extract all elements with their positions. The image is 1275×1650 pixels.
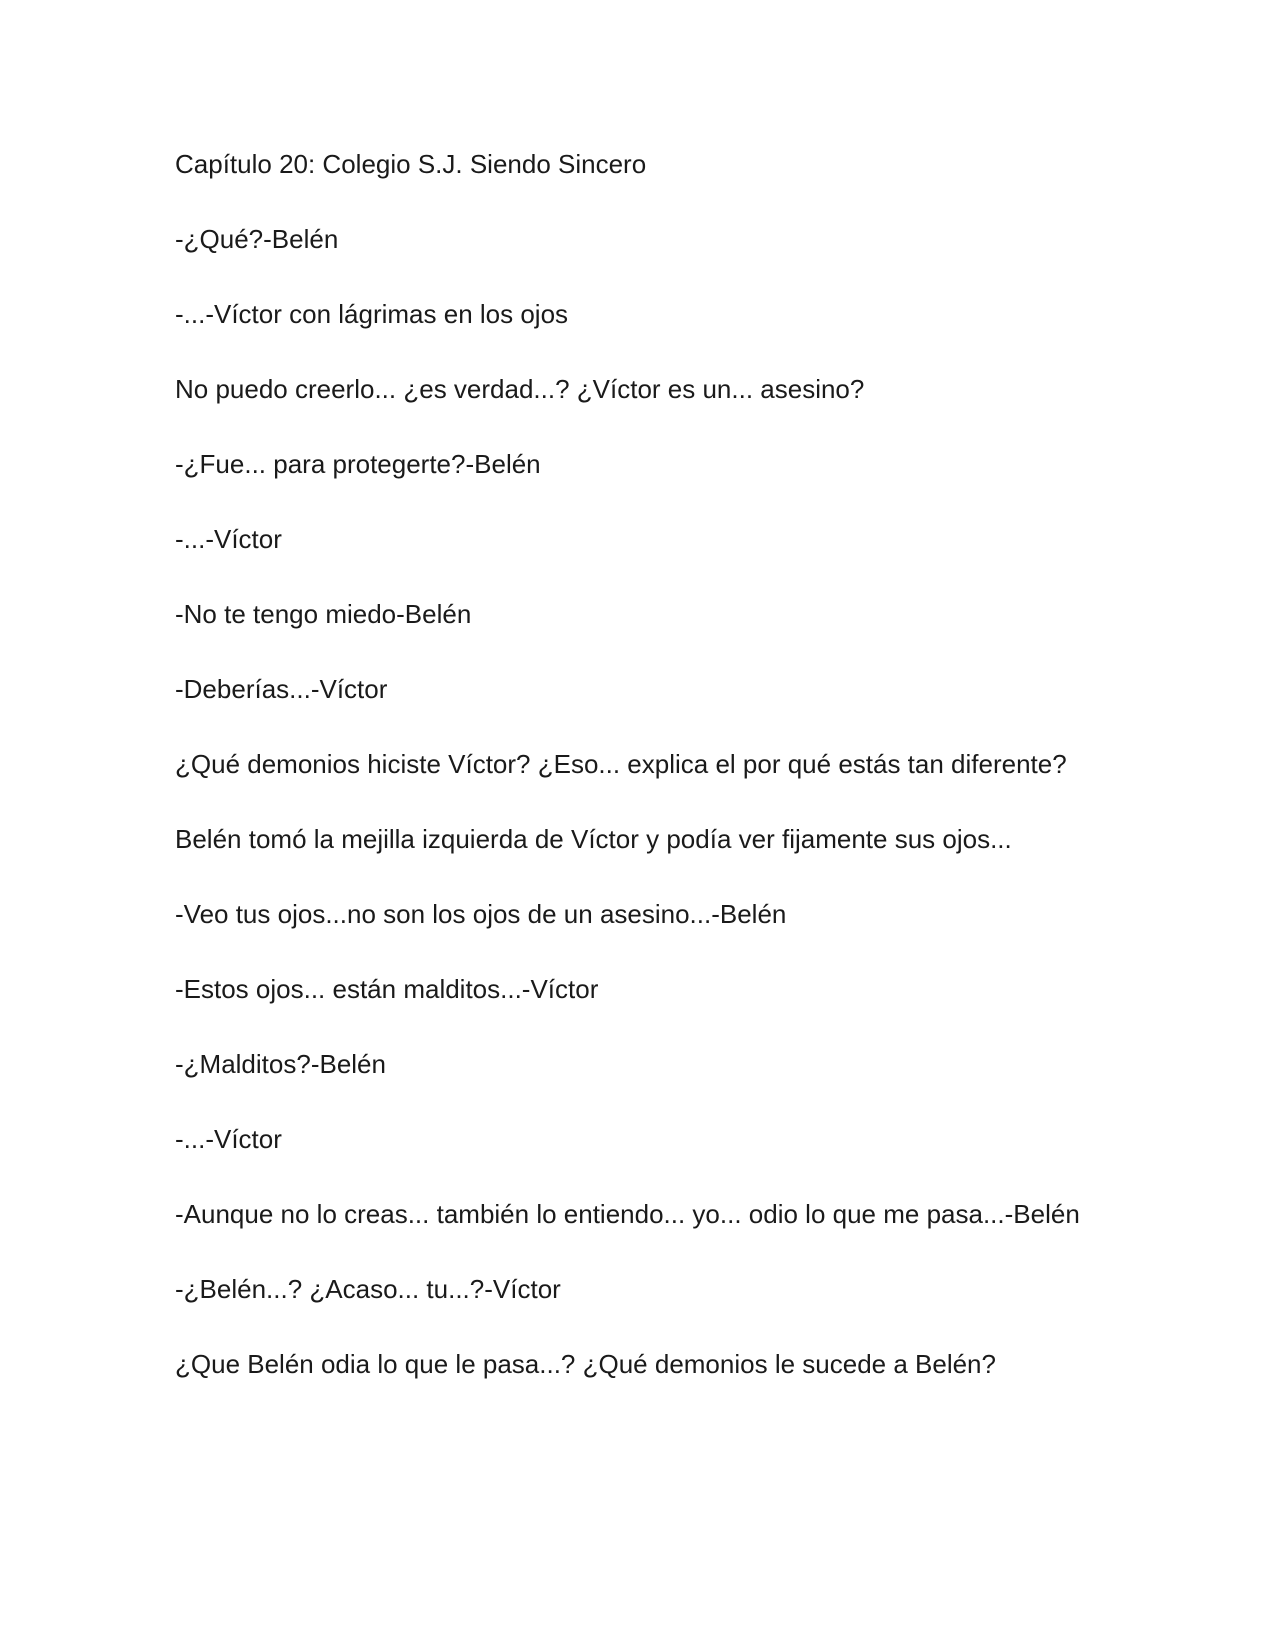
dialogue-line: -...-Víctor [175,524,282,554]
narration-paragraph: No puedo creerlo... ¿es verdad...? ¿Víctor es un... asesino? [175,374,865,404]
dialogue-line: -...-Víctor [175,1124,282,1154]
dialogue-line: -No te tengo miedo-Belén [175,599,472,629]
narration-paragraph: ¿Qué demonios hiciste Víctor? ¿Eso... explica el por qué estás tan diferente? [175,749,1067,779]
dialogue-line: -...-Víctor con lágrimas en los ojos [175,299,569,329]
dialogue-line: -Veo tus ojos...no son los ojos de un asesino...-Belén [175,899,787,929]
narration-paragraph: Belén tomó la mejilla izquierda de Víctor y podía ver fijamente sus ojos... [175,824,1012,854]
dialogue-line: -¿Fue... para protegerte?-Belén [175,449,541,479]
document-body [175,146,1090,1421]
dialogue-line: -Estos ojos... están malditos...-Víctor [175,974,599,1004]
dialogue-line: -¿Qué?-Belén [175,224,339,254]
narration-paragraph: ¿Que Belén odia lo que le pasa...? ¿Qué demonios le sucede a Belén? [175,1349,996,1379]
dialogue-line: -¿Belén...? ¿Acaso... tu...?-Víctor [175,1274,561,1304]
chapter-title: Capítulo 20: Colegio S.J. Siendo Sincero [175,149,647,179]
dialogue-line: -¿Malditos?-Belén [175,1049,386,1079]
dialogue-line: -Deberías...-Víctor [175,674,388,704]
dialogue-line: -Aunque no lo creas... también lo entiendo... yo... odio lo que me pasa...-Belén [175,1199,1080,1229]
